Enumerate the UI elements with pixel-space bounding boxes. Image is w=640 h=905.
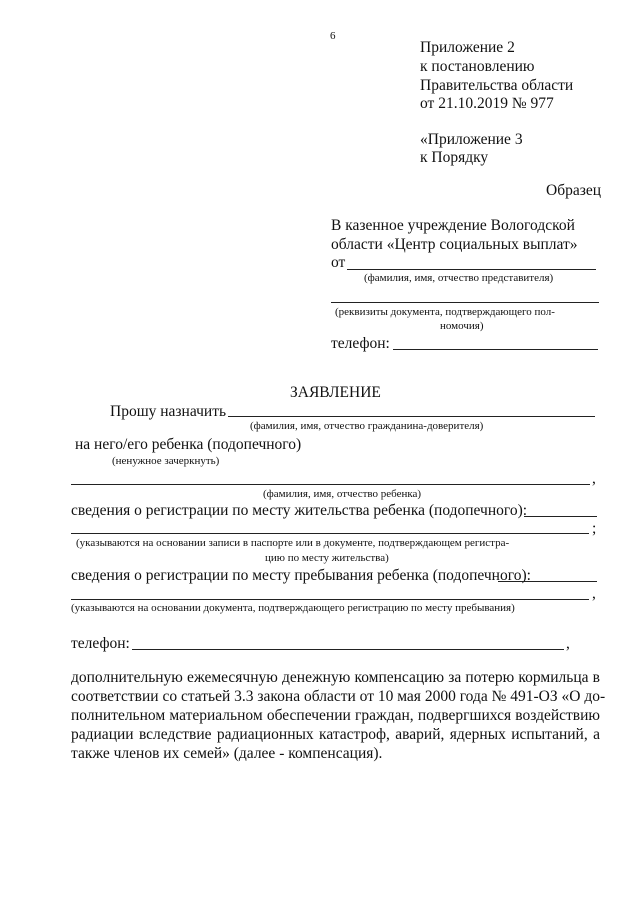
appendix-line-4: от 21.10.2019 № 977 [420,95,554,112]
addressee-line-2: области «Центр социальных выплат» [331,236,578,253]
residence-label: сведения о регистрации по месту жительства ребенка (подопечного): [71,502,528,519]
addressee-line-1: В казенное учреждение Вологодской [331,217,575,234]
stay-hint: (указываются на основании документа, подтверждающего регистрацию по месту пребывания) [71,602,515,614]
child-label: на него/его ребенка (подопечного) [75,436,302,453]
appendix-line-2: к постановлению [420,58,535,75]
representative-name-field[interactable] [347,269,596,270]
child-name-field[interactable] [71,484,590,485]
residence-hint-1: (указываются на основании записи в паспорте или в документе, подтверждающем регистра- [76,537,510,549]
body-line-3: полнительном материальном обеспечении граждан, подвергшихся воздействию [71,707,600,724]
authority-document-hint-2: номочия) [440,320,484,332]
child-name-comma: , [592,470,596,487]
stay-label: сведения о регистрации по месту пребывания ребенка (подопечного): [71,567,531,584]
body-line-1: дополнительную ежемесячную денежную компенсацию за потерю кормильца в [71,669,600,686]
appendix-line-1: Приложение 2 [420,39,515,56]
residence-semicolon: ; [592,520,597,537]
principal-name-hint: (фамилия, имя, отчество гражданина-доверителя) [250,420,484,432]
appendix-line-3: Правительства области [420,77,574,94]
residence-hint-2: цию по месту жительства) [265,552,389,564]
statement-title: ЗАЯВЛЕНИЕ [290,384,381,401]
residence-field[interactable] [71,533,589,534]
representative-phone-field[interactable] [393,349,598,350]
sample-label: Образец [546,182,602,199]
applicant-phone-field[interactable] [132,649,564,650]
child-name-hint: (фамилия, имя, отчество ребенка) [263,488,422,500]
representative-phone-label: телефон: [331,335,390,352]
stay-field[interactable] [71,599,589,600]
stay-field-inline[interactable] [498,581,597,582]
page-number: 6 [330,30,336,42]
authority-document-field[interactable] [331,302,599,303]
applicant-phone-label: телефон: [71,635,130,652]
inner-appendix-line-2: к Порядку [420,149,489,166]
body-line-5: также членов их семей» (далее - компенсация). [71,745,383,762]
stay-comma: , [592,585,596,602]
inner-appendix-line-1: «Приложение 3 [420,131,523,148]
residence-field-inline[interactable] [524,516,597,517]
principal-name-field[interactable] [228,416,595,417]
representative-name-hint: (фамилия, имя, отчество представителя) [364,272,554,284]
body-line-2: соответствии со статьей 3.3 закона области от 10 мая 2000 года № 491-ОЗ «О до- [71,688,606,705]
applicant-phone-comma: , [566,635,570,652]
authority-document-hint-1: (реквизиты документа, подтверждающего пол- [335,306,555,318]
request-label: Прошу назначить [110,403,227,420]
strike-hint: (ненужное зачеркнуть) [112,455,220,467]
from-label: от [331,254,346,271]
body-line-4: радиации вследствие радиационных катастроф, аварий, ядерных испытаний, а [71,726,600,743]
